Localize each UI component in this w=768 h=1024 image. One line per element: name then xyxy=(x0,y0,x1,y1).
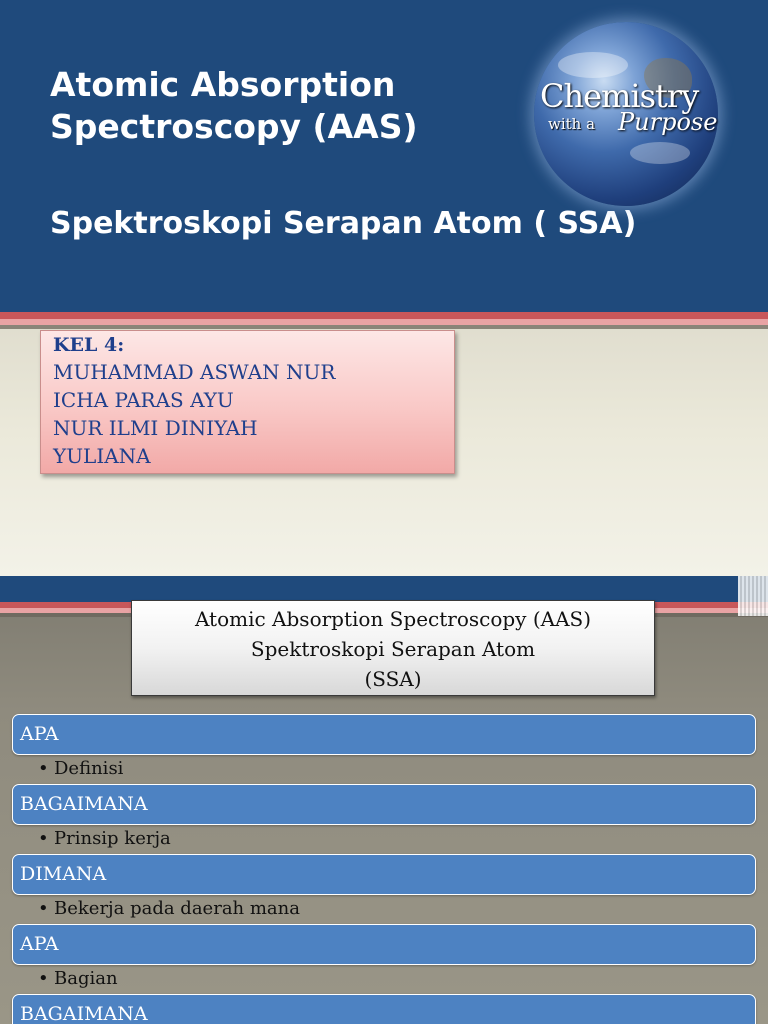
group-members-box xyxy=(40,330,455,474)
topic-bullet-item xyxy=(38,758,123,780)
topic-bullet-item xyxy=(38,968,118,990)
chemistry-logo xyxy=(540,77,718,136)
logo-word-purpose: Purpose xyxy=(618,108,718,136)
slide-2-title-line: Spektroskopi Serapan Atom xyxy=(250,637,536,661)
bullet-icon: • xyxy=(38,898,49,919)
topic-item-text: Bekerja pada daerah mana xyxy=(54,898,300,919)
topic-bar: APA xyxy=(12,924,756,965)
slide-2-title-box xyxy=(131,600,655,696)
topic-bar: DIMANA xyxy=(12,854,756,895)
topic-bar: APA xyxy=(12,714,756,755)
member-name: ICHA PARAS AYU xyxy=(53,388,234,412)
member-name: YULIANA xyxy=(53,444,151,468)
member-name: NUR ILMI DINIYAH xyxy=(53,416,258,440)
topic-item-text: Definisi xyxy=(54,758,124,779)
member-name: MUHAMMAD ASWAN NUR xyxy=(53,360,336,384)
slide-1-subtitle: Spektroskopi Serapan Atom ( SSA) xyxy=(50,206,637,241)
topic-bar: BAGAIMANA xyxy=(12,994,756,1024)
bullet-icon: • xyxy=(38,828,49,849)
group-label: KEL 4: xyxy=(53,334,125,356)
slide-1-title xyxy=(50,64,418,148)
slide-2-title-line: (SSA) xyxy=(364,667,422,691)
slide-2-header-band xyxy=(0,576,768,602)
topic-item-text: Bagian xyxy=(54,968,118,989)
logo-word-chemistry: Chemistry xyxy=(540,77,699,115)
slide-1-title-line: Spectroscopy (AAS) xyxy=(50,107,418,146)
topic-bullet-item xyxy=(38,828,171,850)
slide-2 xyxy=(0,576,768,1024)
topic-bullet-item xyxy=(38,898,300,920)
header-stripe xyxy=(0,312,768,319)
bullet-icon: • xyxy=(38,758,49,779)
bullet-icon: • xyxy=(38,968,49,989)
logo-word-with: with a xyxy=(548,115,596,133)
header-stripe xyxy=(0,325,768,329)
topic-item-text: Prinsip kerja xyxy=(54,828,171,849)
slide-2-title-line: Atomic Absorption Spectroscopy (AAS) xyxy=(194,607,592,631)
slide-1-title-line: Atomic Absorption xyxy=(50,65,396,104)
topic-bar: BAGAIMANA xyxy=(12,784,756,825)
page-corner-decoration xyxy=(738,576,768,616)
